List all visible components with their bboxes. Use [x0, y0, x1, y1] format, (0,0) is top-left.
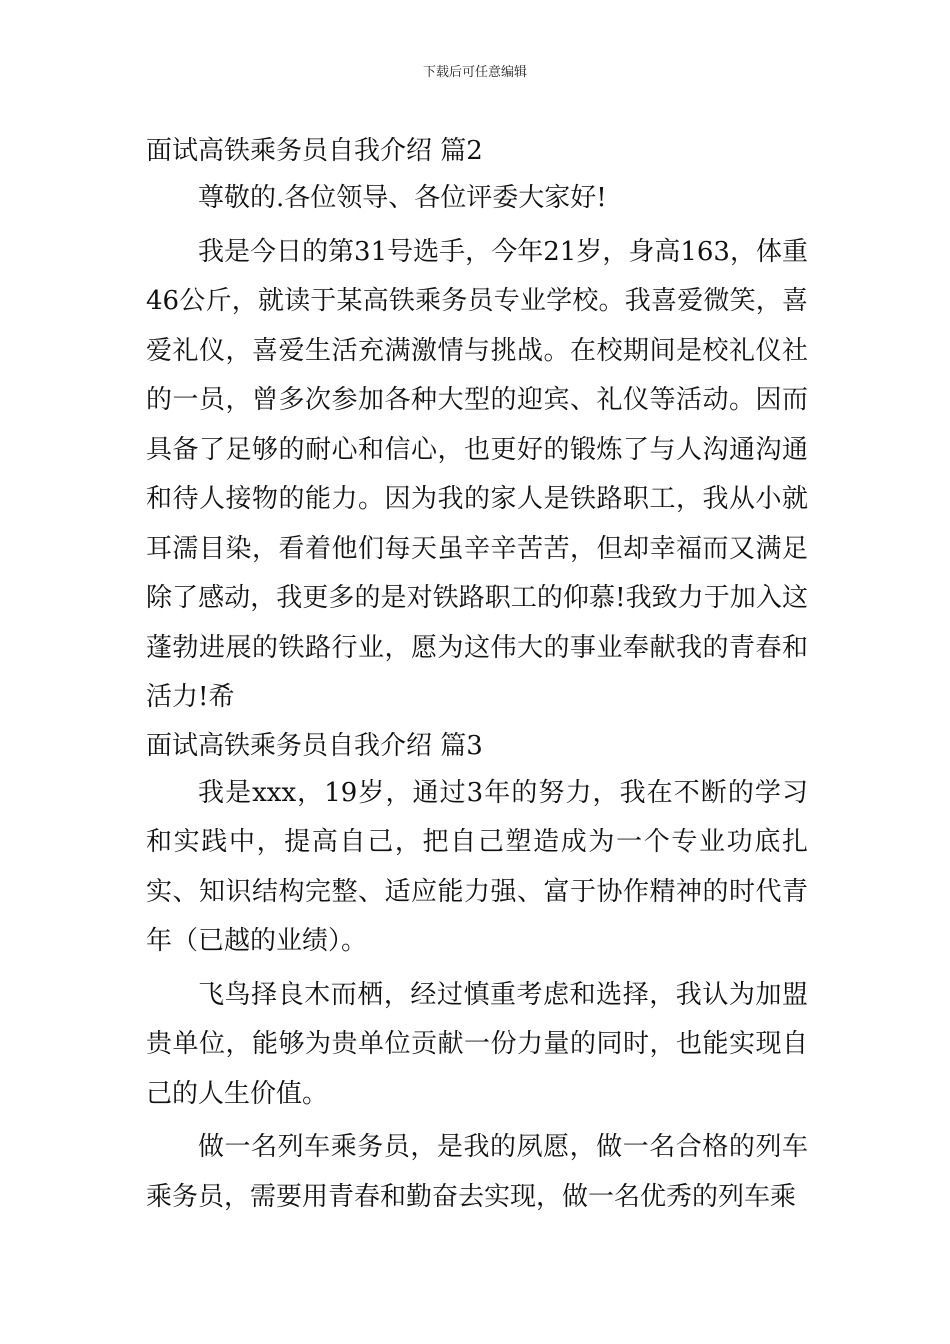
paragraph: 我是今日的第31号选手，今年21岁，身高163，体重46公斤，就读于某高铁乘务员专业学校。我喜爱微笑，喜爱礼仪，喜爱生活充满激情与挑战。在校期间是校礼仪社的一员，曾多次参加各种大型的迎宾、礼仪等活动。因而具备了足够的耐心和信心，也更好的锻炼了与人沟通沟通和待人接物的能力。因为我的家人是铁路职工，我从小就耳濡目染，看着他们每天虽辛辛苦苦，但却幸福而又满足除了感动，我更多的是对铁路职工的仰慕!我致力于加入这蓬勃进展的铁路行业，愿为这伟大的事业奉献我的青春和活力!希	[146, 236, 808, 712]
paragraph: 尊敬的.各位领导、各位评委大家好!	[198, 183, 607, 213]
section-2	[146, 128, 808, 723]
page-header: 下载后可任意编辑	[422, 65, 527, 80]
paragraph: 飞鸟择良木而栖，经过慎重考虑和选择，我认为加盟贵单位，能够为贵单位贡献一份力量的同时，也能实现自己的人生价值。	[146, 979, 808, 1109]
section-heading: 面试高铁乘务员自我介绍 篇2	[146, 136, 483, 166]
document-body	[146, 128, 808, 1222]
paragraph: 做一名列车乘务员，是我的夙愿，做一名合格的列车乘务员，需要用青春和勤奋去实现，做一名优秀的列车乘	[146, 1132, 808, 1212]
paragraph: 我是xxx，19岁，通过3年的努力，我在不断的学习和实践中，提高自己，把自己塑造成为一个专业功底扎实、知识结构完整、适应能力强、富于协作精神的时代青年（已越的业绩）。	[146, 777, 808, 956]
section-heading: 面试高铁乘务员自我介绍 篇3	[146, 730, 483, 761]
section-3	[146, 723, 808, 1223]
